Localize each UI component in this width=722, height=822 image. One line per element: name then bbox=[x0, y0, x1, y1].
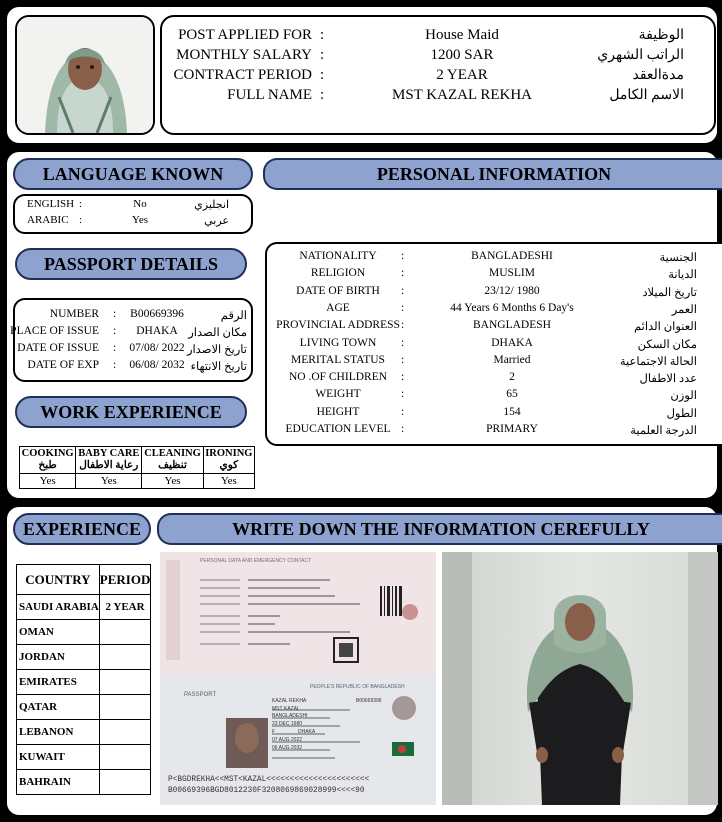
passport-mrz-line-2: B00669396BGD8012230F3208069869028999<<<<90 bbox=[168, 787, 365, 795]
personal-arabic: الديانة bbox=[668, 269, 697, 282]
personal-colon: : bbox=[401, 371, 405, 384]
passport-arabic: مكان الصدار bbox=[188, 327, 247, 339]
personal-label: NATIONALITY bbox=[299, 250, 377, 262]
full-body-photo-graphic bbox=[442, 552, 718, 805]
personal-arabic: العمر bbox=[671, 303, 697, 316]
personal-row bbox=[267, 406, 722, 423]
personal-label: HEIGHT bbox=[316, 405, 360, 418]
profile-photo-frame bbox=[15, 15, 155, 135]
header-label: POST APPLIED FOR bbox=[178, 27, 312, 43]
work-column-value: Yes bbox=[76, 474, 142, 489]
passport-details-title: PASSPORT DETAILS bbox=[15, 248, 247, 280]
personal-value: 2 bbox=[509, 371, 515, 384]
experience-period bbox=[99, 745, 151, 770]
experience-country: KUWAIT bbox=[17, 745, 100, 770]
experience-period: 2 YEAR bbox=[99, 595, 151, 620]
experience-row bbox=[17, 720, 151, 745]
personal-row bbox=[267, 250, 722, 267]
personal-row bbox=[267, 371, 722, 388]
experience-row bbox=[17, 595, 151, 620]
passport-scan-expiry: 06 AUG 2032 bbox=[272, 745, 303, 751]
experience-country: LEBANON bbox=[17, 720, 100, 745]
passport-arabic: الرقم bbox=[220, 310, 247, 322]
work-column-en: IRONING bbox=[205, 448, 253, 459]
personal-info-box bbox=[265, 242, 722, 446]
header-row bbox=[162, 67, 714, 87]
experience-country: EMIRATES bbox=[17, 670, 100, 695]
personal-label: MERITAL STATUS bbox=[291, 353, 385, 366]
personal-arabic: الجنسية bbox=[659, 252, 697, 264]
personal-value: Married bbox=[493, 353, 531, 366]
personal-row bbox=[267, 302, 722, 319]
work-column-en: BABY CARE bbox=[78, 448, 140, 459]
experience-country: JORDAN bbox=[17, 645, 100, 670]
work-column-value: Yes bbox=[203, 474, 254, 489]
passport-arabic: تاريخ الانتهاء bbox=[190, 361, 247, 373]
personal-arabic: الوزن bbox=[670, 390, 697, 403]
passport-label: NUMBER bbox=[49, 308, 99, 320]
personal-arabic: مكان السكن bbox=[637, 338, 697, 351]
passport-scan-given-name: MST KAZAL bbox=[272, 706, 300, 712]
work-column-value: Yes bbox=[142, 474, 203, 489]
header-value: 2 YEAR bbox=[436, 67, 488, 83]
personal-value: BANGLADESH bbox=[473, 319, 551, 332]
work-column-en: COOKING bbox=[21, 448, 74, 459]
middle-panel bbox=[5, 150, 719, 500]
personal-colon: : bbox=[401, 388, 405, 401]
passport-scan-image bbox=[160, 552, 436, 805]
passport-label: PLACE OF ISSUE bbox=[10, 325, 99, 337]
personal-row bbox=[267, 319, 722, 336]
language-arabic: انجليزي bbox=[194, 199, 229, 211]
personal-label: PROVINCIAL ADDRESS bbox=[276, 319, 400, 332]
work-column-ar: تنظيف bbox=[158, 460, 187, 471]
experience-country: OMAN bbox=[17, 620, 100, 645]
work-experience-table bbox=[19, 446, 255, 489]
header-panel bbox=[5, 5, 719, 145]
experience-row bbox=[17, 620, 151, 645]
experience-country: SAUDI ARABIA bbox=[17, 595, 100, 620]
passport-mrz-line-1: P<BGDREKHA<<MST<KAZAL<<<<<<<<<<<<<<<<<<<<<< bbox=[168, 776, 370, 784]
personal-label: WEIGHT bbox=[315, 388, 361, 401]
passport-scan-number: B00669396 bbox=[356, 698, 382, 704]
language-value: Yes bbox=[131, 214, 148, 226]
passport-scan-nationality: BANGLADESHI bbox=[272, 713, 308, 719]
header-value: 1200 SAR bbox=[430, 47, 494, 63]
personal-colon: : bbox=[401, 405, 405, 418]
experience-row bbox=[17, 770, 151, 795]
work-column-header bbox=[203, 447, 254, 474]
personal-row bbox=[267, 423, 722, 440]
passport-scan-place: DHAKA bbox=[298, 729, 316, 735]
experience-period bbox=[99, 620, 151, 645]
work-column-ar: رعاية الاطفال bbox=[79, 460, 139, 471]
language-label: ENGLISH bbox=[27, 198, 75, 210]
personal-row bbox=[267, 285, 722, 302]
personal-colon: : bbox=[401, 319, 405, 332]
personal-arabic: الطول bbox=[666, 407, 697, 420]
passport-label: DATE OF ISSUE bbox=[17, 342, 99, 354]
experience-header-country: COUNTRY bbox=[17, 565, 100, 595]
personal-colon: : bbox=[401, 284, 405, 297]
passport-colon: : bbox=[113, 359, 117, 371]
passport-value: 06/08/ 2032 bbox=[129, 359, 185, 371]
header-arabic: الوظيفة bbox=[638, 28, 684, 43]
passport-box bbox=[10, 298, 253, 382]
header-colon: : bbox=[320, 47, 325, 63]
personal-value: MUSLIM bbox=[488, 267, 535, 280]
language-row bbox=[15, 198, 251, 214]
personal-label: RELIGION bbox=[310, 267, 366, 280]
passport-colon: : bbox=[113, 342, 117, 354]
passport-scan-sex: F bbox=[272, 729, 276, 735]
passport-row bbox=[15, 308, 251, 325]
experience-title: EXPERIENCE bbox=[13, 513, 151, 545]
header-colon: : bbox=[320, 67, 325, 83]
personal-value: 65 bbox=[506, 388, 518, 401]
personal-row bbox=[267, 337, 722, 354]
experience-row bbox=[17, 670, 151, 695]
header-label: CONTRACT PERIOD bbox=[173, 67, 312, 83]
header-arabic: مدةالعقد bbox=[632, 68, 684, 83]
passport-value: DHAKA bbox=[136, 325, 178, 337]
personal-colon: : bbox=[401, 267, 405, 280]
personal-arabic: العنوان الدائم bbox=[634, 321, 697, 334]
language-value: No bbox=[133, 198, 147, 210]
experience-country: QATAR bbox=[17, 695, 100, 720]
experience-period bbox=[99, 720, 151, 745]
personal-arabic: الحالة الاجتماعية bbox=[619, 355, 697, 368]
profile-photo bbox=[17, 17, 153, 133]
passport-colon: : bbox=[113, 308, 117, 320]
header-row bbox=[162, 27, 714, 47]
experience-header-period: PERIOD bbox=[99, 565, 151, 595]
passport-value: B00669396 bbox=[130, 308, 184, 320]
personal-information-title: PERSONAL INFORMATION bbox=[263, 158, 722, 190]
work-column-header bbox=[142, 447, 203, 474]
personal-value: 23/12/ 1980 bbox=[484, 284, 540, 297]
header-colon: : bbox=[320, 87, 325, 103]
work-column-header bbox=[20, 447, 76, 474]
experience-country: BAHRAIN bbox=[17, 770, 100, 795]
personal-row bbox=[267, 388, 722, 405]
work-column-en: CLEANING bbox=[144, 448, 201, 459]
personal-value: 44 Years 6 Months 6 Day's bbox=[450, 301, 574, 314]
passport-scan-passport-word: PASSPORT bbox=[184, 692, 217, 698]
header-value: House Maid bbox=[425, 27, 499, 43]
work-column-ar: طبخ bbox=[38, 460, 57, 471]
personal-label: AGE bbox=[326, 301, 350, 314]
experience-row bbox=[17, 695, 151, 720]
header-label: FULL NAME bbox=[227, 87, 312, 103]
passport-scan-issue: 07 AUG 2022 bbox=[272, 737, 303, 743]
personal-label: LIVING TOWN bbox=[299, 336, 377, 349]
personal-colon: : bbox=[401, 301, 405, 314]
personal-value: BANGLADESHI bbox=[471, 250, 553, 262]
header-label: MONTHLY SALARY bbox=[176, 47, 312, 63]
personal-arabic: عدد الاطفال bbox=[639, 373, 697, 386]
header-value: MST KAZAL REKHA bbox=[391, 87, 532, 103]
personal-value: PRIMARY bbox=[486, 423, 538, 435]
language-row bbox=[15, 214, 251, 230]
header-arabic: الراتب الشهري bbox=[597, 48, 684, 63]
personal-arabic: تاريخ الميلاد bbox=[642, 286, 697, 299]
passport-row bbox=[15, 359, 251, 376]
header-row bbox=[162, 87, 714, 107]
personal-label: DATE OF BIRTH bbox=[296, 284, 380, 297]
experience-period bbox=[99, 770, 151, 795]
passport-scan-surname: KAZAL REKHA bbox=[272, 698, 307, 704]
personal-value: 154 bbox=[503, 405, 521, 418]
language-box bbox=[13, 194, 253, 234]
header-info-box bbox=[160, 15, 716, 135]
personal-row bbox=[267, 267, 722, 284]
experience-period bbox=[99, 645, 151, 670]
passport-colon: : bbox=[113, 325, 117, 337]
passport-label: DATE OF EXP bbox=[27, 359, 99, 371]
language-colon: : bbox=[79, 214, 83, 226]
language-colon: : bbox=[79, 198, 83, 210]
work-column-value: Yes bbox=[20, 474, 76, 489]
experience-period bbox=[99, 695, 151, 720]
personal-arabic: الدرجة العلمية bbox=[630, 425, 697, 437]
personal-label: NO .OF CHILDREN bbox=[288, 371, 388, 384]
work-experience-title: WORK EXPERIENCE bbox=[15, 396, 247, 428]
passport-arabic: تاريخ الاصدار bbox=[186, 344, 247, 356]
personal-value: DHAKA bbox=[491, 336, 533, 349]
passport-row bbox=[15, 342, 251, 359]
language-known-title: LANGUAGE KNOWN bbox=[13, 158, 253, 190]
passport-row bbox=[10, 325, 251, 342]
language-label: ARABIC bbox=[27, 214, 69, 226]
work-column-header bbox=[76, 447, 142, 474]
language-arabic: عربي bbox=[204, 215, 229, 227]
experience-row bbox=[17, 645, 151, 670]
experience-table bbox=[16, 564, 151, 795]
work-column-ar: كوي bbox=[219, 460, 239, 471]
personal-colon: : bbox=[401, 353, 405, 366]
passport-scan-graphic bbox=[160, 552, 436, 805]
header-arabic: الاسم الكامل bbox=[609, 88, 684, 103]
personal-row bbox=[267, 354, 722, 371]
personal-label: EDUCATION LEVEL bbox=[285, 423, 391, 435]
header-row bbox=[162, 47, 714, 67]
passport-scan-bottom-heading: PEOPLE'S REPUBLIC OF BANGLADESH bbox=[310, 684, 405, 690]
passport-scan-top-heading: PERSONAL DATA AND EMERGENCY CONTACT bbox=[200, 558, 312, 564]
experience-row bbox=[17, 745, 151, 770]
write-down-banner: WRITE DOWN THE INFORMATION CEREFULLY bbox=[157, 513, 722, 545]
personal-colon: : bbox=[401, 423, 405, 435]
personal-colon: : bbox=[401, 336, 405, 349]
header-colon: : bbox=[320, 27, 325, 43]
full-body-photo bbox=[442, 552, 718, 805]
experience-period bbox=[99, 670, 151, 695]
passport-scan-dob: 23 DEC 1980 bbox=[272, 721, 303, 727]
passport-value: 07/08/ 2022 bbox=[129, 342, 185, 354]
bottom-panel bbox=[5, 505, 719, 817]
personal-colon: : bbox=[401, 250, 405, 262]
